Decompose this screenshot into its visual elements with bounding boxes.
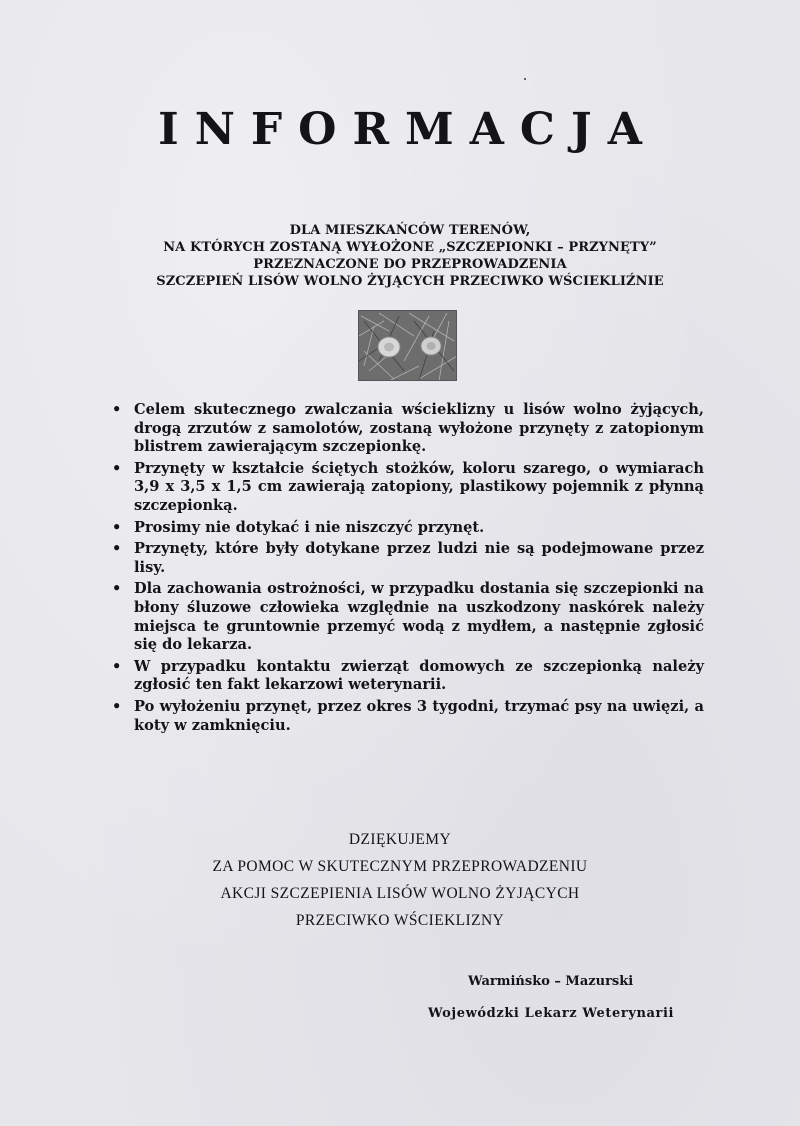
subtitle-line: DLA MIESZKAŃCÓW TERENÓW, <box>289 223 531 238</box>
document-subtitle <box>0 222 800 290</box>
list-item-text: Po wyłożeniu przynęt, przez okres 3 tygodni, trzymać psy na uwięzi, a koty w zamknięciu. <box>134 697 704 734</box>
list-item-text: W przypadku kontaktu zwierząt domowych ze szczepionką należy zgłosić ten fakt lekarzowi weterynarii. <box>134 657 704 694</box>
bullet-dot-icon: • <box>112 657 122 675</box>
information-list <box>110 401 704 738</box>
bullet-dot-icon: • <box>112 518 122 536</box>
signature-office: Wojewódzki Lekarz Weterynarii <box>428 1006 675 1021</box>
list-item-text: Przynęty w kształcie ściętych stożków, koloru szarego, o wymiarach 3,9 x 3,5 x 1,5 cm zawierają zatopiony, plastikowy pojemnik z płynną szczepionką. <box>134 459 704 514</box>
signature-region: Warmińsko – Mazurski <box>468 974 634 989</box>
list-item-text: Prosimy nie dotykać i nie niszczyć przynęt. <box>134 518 485 536</box>
subtitle-line: PRZEZNACZONE DO PRZEPROWADZENIA <box>253 257 567 272</box>
list-item <box>110 580 704 654</box>
list-item <box>110 519 704 538</box>
bullet-dot-icon: • <box>112 401 122 418</box>
list-item-text: Przynęty, które były dotykane przez ludzi nie są podejmowane przez lisy. <box>134 540 704 576</box>
thanks-line: PRZECIWKO WŚCIEKLIZNY <box>295 912 505 929</box>
document-title: INFORMACJA <box>158 104 658 155</box>
thanks-line: AKCJI SZCZEPIENIA LISÓW WOLNO ŻYJĄCYCH <box>220 885 580 902</box>
list-item <box>110 401 704 457</box>
thanks-block <box>0 826 800 934</box>
subtitle-line: SZCZEPIEŃ LISÓW WOLNO ŻYJĄCYCH PRZECIWKO WŚCIEKLIŹNIE <box>156 274 664 289</box>
thanks-line: DZIĘKUJEMY <box>348 831 452 848</box>
thanks-line: ZA POMOC W SKUTECZNYM PRZEPROWADZENIU <box>212 858 588 875</box>
list-item <box>110 658 704 695</box>
paper-speck <box>524 78 526 80</box>
list-item <box>110 698 704 735</box>
list-item-text: Celem skutecznego zwalczania wścieklizny u lisów wolno żyjących, drogą zrzutów z samolotów, zostaną wyłożone przynęty z zatopionym blistrem zawierającym szczepionkę. <box>134 401 704 456</box>
bait-photo <box>358 310 457 381</box>
bullet-dot-icon: • <box>112 580 122 598</box>
list-item <box>110 460 704 516</box>
bullet-dot-icon: • <box>112 459 122 477</box>
bullet-dot-icon: • <box>112 697 122 715</box>
list-item-text: Dla zachowania ostrożności, w przypadku dostania się szczepionki na błony śluzowe człowieka względnie na uszkodzony naskórek należy miejsca te gruntownie przemyć wodą z mydłem, a następnie zgłosić się do lekarza. <box>134 580 704 654</box>
list-item <box>110 540 704 577</box>
bullet-dot-icon: • <box>112 540 122 558</box>
bait-photo-image <box>359 311 457 381</box>
subtitle-line: NA KTÓRYCH ZOSTANĄ WYŁOŻONE „SZCZEPIONKI – PRZYNĘTY” <box>163 240 657 255</box>
